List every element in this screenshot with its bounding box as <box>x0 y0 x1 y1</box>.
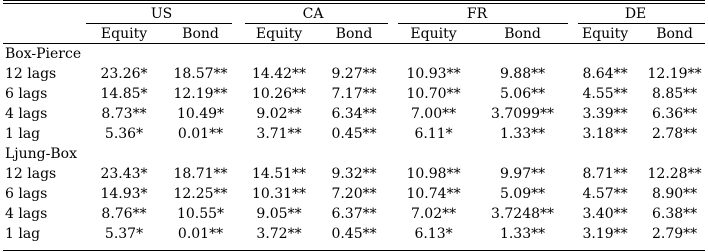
table-cell: 3.72** <box>256 226 302 242</box>
section-title-row <box>3 144 705 164</box>
bottom-rule <box>3 250 705 251</box>
row-label: 1 lag <box>5 126 41 142</box>
table-cell: 1.33** <box>499 126 546 142</box>
table-cell: 9.27** <box>331 66 377 82</box>
table-cell: 10.31** <box>251 186 307 202</box>
table-cell: 7.20** <box>331 186 377 202</box>
table-cell: 2.78** <box>651 126 698 142</box>
country-header: FR <box>466 6 488 22</box>
table-cell: 8.64** <box>582 66 628 82</box>
table-cell: 0.45** <box>331 126 377 142</box>
table-cell: 7.02** <box>410 206 457 222</box>
table-cell: 7.17** <box>331 86 377 102</box>
table-row <box>3 64 705 84</box>
table-cell: 6.37** <box>331 206 377 222</box>
table-cell: 0.01** <box>177 226 224 242</box>
table-cell: 10.98** <box>406 166 461 182</box>
table-cell: 10.93** <box>406 66 461 82</box>
table-cell: 6.38** <box>651 206 698 222</box>
table-cell: 6.36** <box>651 106 698 122</box>
table-row <box>3 204 705 224</box>
table-row <box>3 104 705 124</box>
table-cell: 12.28** <box>647 166 702 182</box>
table-cell: 14.51** <box>251 166 307 182</box>
table-cell: 8.76** <box>101 206 147 222</box>
asset-header: Bond <box>335 26 373 42</box>
country-header: CA <box>302 6 324 22</box>
table-cell: 12.19** <box>173 86 228 102</box>
table-row <box>3 84 705 104</box>
row-label: 4 lags <box>5 206 48 222</box>
table-cell: 9.88** <box>499 66 546 82</box>
asset-header: Bond <box>504 26 541 42</box>
asset-header: Equity <box>581 26 629 42</box>
table-cell: 18.57** <box>173 66 228 82</box>
table-cell: 3.7099** <box>491 106 555 122</box>
table-cell: 4.57** <box>582 186 628 202</box>
asset-header-row <box>3 24 705 44</box>
table-row <box>3 124 705 144</box>
table-cell: 0.01** <box>177 126 224 142</box>
table-cell: 9.97** <box>499 166 546 182</box>
country-header: DE <box>624 6 647 22</box>
table-cell: 6.34** <box>331 106 377 122</box>
table-cell: 8.71** <box>582 166 628 182</box>
table-cell: 1.33** <box>499 226 546 242</box>
table-cell: 9.02** <box>256 106 302 122</box>
table-cell: 8.85** <box>651 86 698 102</box>
table-cell: 0.45** <box>331 226 377 242</box>
asset-header: Equity <box>100 26 148 42</box>
country-header-row <box>3 4 705 24</box>
section-title: Box-Pierce <box>5 46 82 62</box>
table-cell: 9.32** <box>331 166 377 182</box>
table-cell: 3.40** <box>582 206 628 222</box>
table-cell: 23.26* <box>100 66 148 82</box>
table-cell: 7.00** <box>410 106 457 122</box>
table-cell: 8.73** <box>101 106 147 122</box>
asset-header: Equity <box>255 26 303 42</box>
results-table <box>3 4 705 244</box>
table-cell: 3.7248** <box>491 206 555 222</box>
table-cell: 10.70** <box>406 86 461 102</box>
table-row <box>3 184 705 204</box>
table-cell: 12.19** <box>647 66 702 82</box>
table-cell: 5.37* <box>104 226 144 242</box>
table-cell: 9.05** <box>256 206 302 222</box>
top-rule-outer <box>3 0 705 1</box>
table-cell: 10.26** <box>251 86 307 102</box>
table-cell: 8.90** <box>651 186 698 202</box>
table-cell: 10.49* <box>176 106 225 122</box>
asset-header: Equity <box>410 26 457 42</box>
row-label: 12 lags <box>5 66 57 82</box>
table-cell: 12.25** <box>173 186 228 202</box>
table-cell: 10.55* <box>176 206 225 222</box>
table-cell: 2.79** <box>651 226 698 242</box>
asset-header: Bond <box>656 26 693 42</box>
row-label: 6 lags <box>5 186 48 202</box>
country-header: US <box>150 6 173 22</box>
table-cell: 14.42** <box>251 66 307 82</box>
section-title-row <box>3 44 705 64</box>
table-cell: 10.74** <box>406 186 461 202</box>
table-cell: 5.09** <box>499 186 546 202</box>
table-cell: 3.18** <box>582 126 628 142</box>
section-title: Ljung-Box <box>5 146 77 162</box>
asset-header: Bond <box>182 26 219 42</box>
table-cell: 23.43* <box>100 166 148 182</box>
table-cell: 14.85* <box>100 86 148 102</box>
table-cell: 6.11* <box>414 126 453 142</box>
table-cell: 18.71** <box>173 166 228 182</box>
table-cell: 3.71** <box>256 126 302 142</box>
table-cell: 3.19** <box>582 226 628 242</box>
table-cell: 5.06** <box>499 86 546 102</box>
table-row <box>3 164 705 184</box>
table-cell: 3.39** <box>582 106 628 122</box>
row-label: 4 lags <box>5 106 48 122</box>
table-cell: 5.36* <box>104 126 144 142</box>
table-cell: 14.93* <box>100 186 148 202</box>
row-label: 12 lags <box>5 166 57 182</box>
table-row <box>3 224 705 244</box>
table-cell: 4.55** <box>582 86 628 102</box>
row-label: 6 lags <box>5 86 48 102</box>
table-cell: 6.13* <box>414 226 453 242</box>
row-label: 1 lag <box>5 226 41 242</box>
